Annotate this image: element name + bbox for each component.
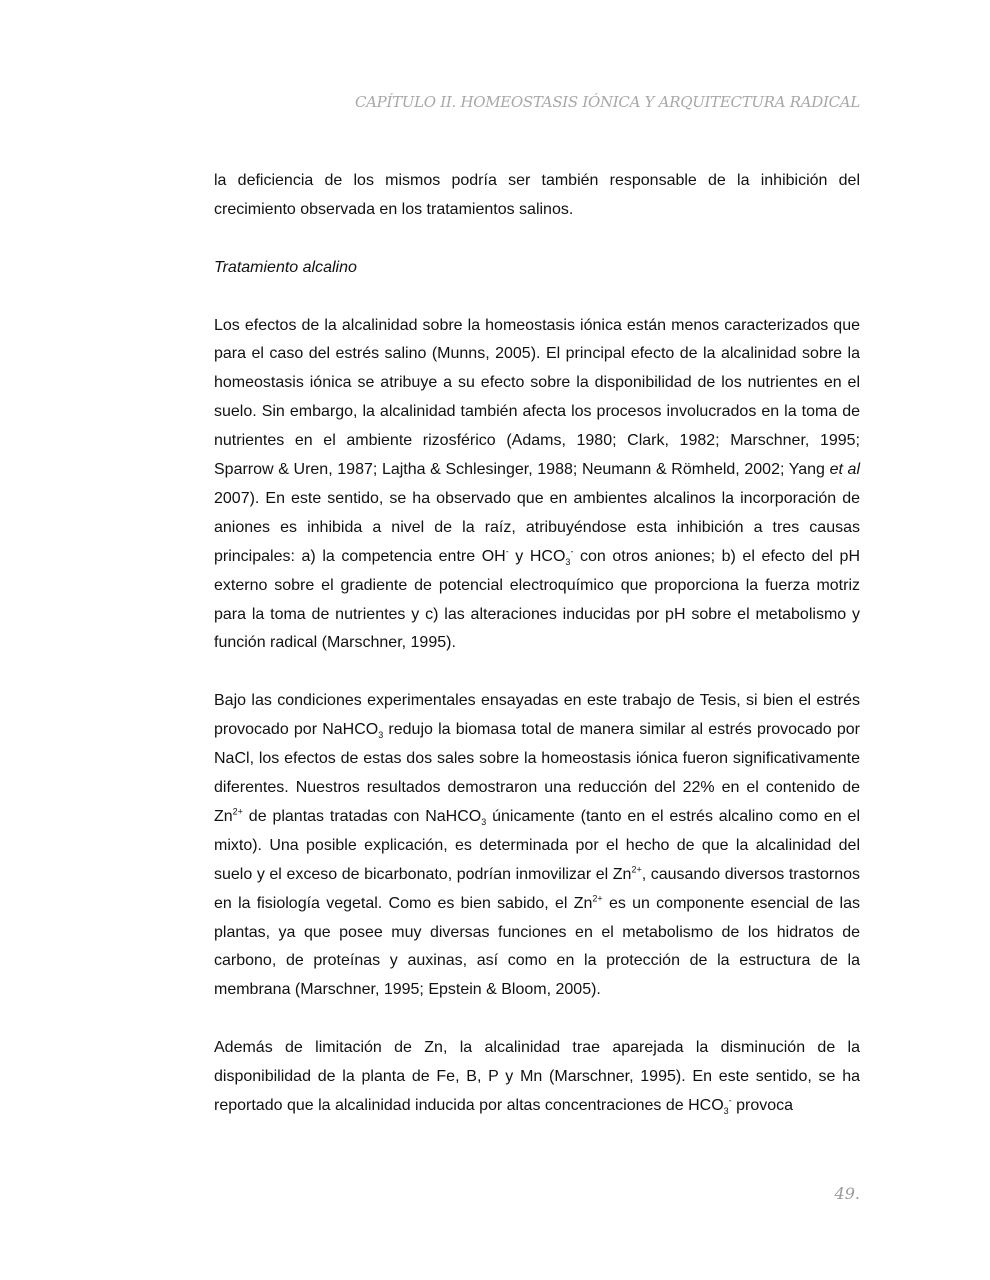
italic-et-al: et al: [829, 461, 860, 479]
paragraph-continuation: [214, 167, 860, 225]
text-run: es un componente esencial de las plantas, ya que posee muy diversas funciones en el metabolismo de los hidratos de carbono, de proteínas y auxinas, así como en la protección de la estructura de la membrana (Marschner, 1995; Epstein & Bloom, 2005).: [214, 894, 860, 999]
text-run: , causando diversos trastornos en la fisiología vegetal. Como es bien sabido, el Zn: [214, 865, 860, 912]
paragraph-gap: [214, 658, 860, 687]
chapter-running-header: CAPÍTULO II. HOMEOSTASIS IÓNICA Y ARQUITECTURA RADICAL: [354, 93, 860, 111]
superscript: 2+: [631, 864, 642, 875]
superscript: -: [728, 1095, 732, 1106]
text-run: únicamente (tanto en el estrés alcalino como en el mixto). Una posible explicación, es determinada por el hecho de que la alcalinidad del suelo y el exceso de bicarbonato, podrían inmovilizar el Zn: [214, 807, 861, 883]
subscript: 3: [565, 556, 571, 567]
paragraph-experimental-results: [214, 687, 860, 1005]
superscript: 2+: [592, 893, 603, 904]
text-run: 2007). En este sentido, se ha observado que en ambientes alcalinos la incorporación de aniones es inhibida a nivel de la raíz, atribuyéndose esta inhibición a tres causas principales: a) la competencia entre OH: [214, 489, 860, 565]
text-run: Los efectos de la alcalinidad sobre la homeostasis iónica están menos caracterizados que para el caso del estrés salino (Munns, 2005). El principal efecto de la alcalinidad sobre la homeostasis iónica se atribuye a su efecto sobre la disponibilidad de los nutrientes en el suelo. Sin embargo, la alcalinidad también afecta los procesos involucrados en la toma de nutrientes en el ambiente rizosférico (Adams, 1980; Clark, 1982; Marschner, 1995; Sparrow & Uren, 1987; Lajtha & Schlesinger, 1988; Neumann & Römheld, 2002; Yang: [214, 316, 860, 479]
text-run: provoca: [731, 1096, 794, 1114]
paragraph-gap: [214, 225, 860, 254]
text-run: Además de limitación de Zn, la alcalinidad trae aparejada la disminución de la disponibilidad de la planta de Fe, B, P y Mn (Marschner, 1995). En este sentido, se ha reportado que la alcalinidad inducida por altas concentraciones de HCO: [214, 1039, 860, 1114]
paragraph-gap: [214, 1005, 860, 1034]
text-run: de plantas tratadas con NaHCO: [242, 807, 482, 825]
body-text: [214, 167, 860, 1121]
paragraph-nutrient-limitation: [214, 1034, 860, 1121]
text-run: y HCO: [508, 547, 566, 565]
text-run: redujo la biomasa total de manera similar al estrés provocado por NaCl, los efectos de estas dos sales sobre la homeostasis iónica fueron significativamente diferentes. Nuestros resultados demostraron una reducción del 22% en el contenido de Zn: [214, 721, 860, 825]
text-run: con otros aniones; b) el efecto del pH externo sobre el gradiente de potencial electroquímico que proporciona la fuerza motriz para la toma de nutrientes y c) las alteraciones inducidas por pH sobre el metabolismo y función radical (Marschner, 1995).: [214, 547, 860, 652]
paragraph-alkalinity-effects: [214, 312, 860, 659]
subscript: 3: [378, 730, 384, 741]
paragraph-text: la deficiencia de los mismos podría ser también responsable de la inhibición del crecimiento observada en los tratamientos salinos.: [214, 172, 860, 218]
text-run: Bajo las condiciones experimentales ensayadas en este trabajo de Tesis, si bien el estrés provocado por NaHCO: [214, 692, 860, 739]
section-subheading: Tratamiento alcalino: [214, 258, 357, 276]
superscript: -: [505, 546, 509, 557]
paragraph-gap: [214, 283, 860, 312]
subscript: 3: [723, 1106, 729, 1117]
subscript: 3: [481, 817, 487, 828]
superscript: 2+: [232, 806, 243, 817]
superscript: -: [570, 546, 574, 557]
page-number: 49.: [834, 1184, 860, 1203]
